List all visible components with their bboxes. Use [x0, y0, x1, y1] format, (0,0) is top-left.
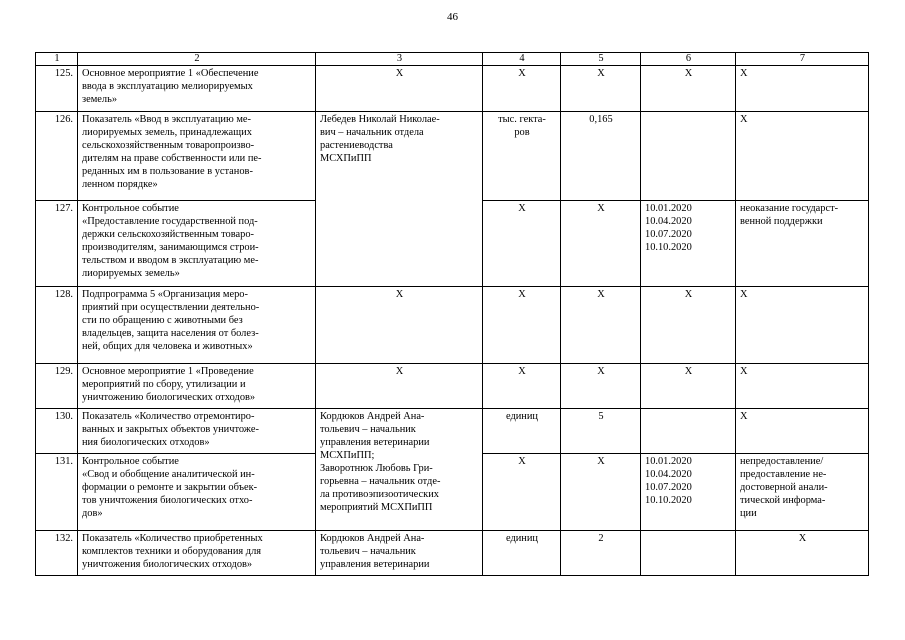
table-row: [36, 287, 869, 364]
header-cell: 2: [78, 53, 316, 66]
responsible-cell: X: [316, 66, 483, 112]
note-cell: непредоставление/ предоставление не- достоверной анали- тической информа- ции: [736, 454, 869, 531]
row-number: 126.: [36, 112, 78, 201]
header-row: [36, 53, 869, 66]
row-description: Показатель «Количество отремонтиро- ванных и закрытых объектов уничтоже- ния биологических отходов»: [78, 409, 316, 454]
row-number: 125.: [36, 66, 78, 112]
row-description: Контрольное событие «Предоставление государственной под- держки сельскохозяйственным товаро- производителям, занимающимся строи- тельством и вводом в эксплуатацию ме- лиорируемых земель»: [78, 201, 316, 287]
responsible-cell: Кордюков Андрей Ана- тольевич – начальник управления ветеринарии МСХПиПП; Заворотнюк Любовь Гри- горьевна – начальник отде- ла противоэпизоотических мероприятий МСХПиПП: [316, 409, 483, 531]
unit-cell: X: [483, 66, 561, 112]
row-description: Основное мероприятие 1 «Проведение мероприятий по сбору, утилизации и уничтожению биологических отходов»: [78, 364, 316, 409]
note-cell: X: [736, 531, 869, 576]
responsible-cell: X: [316, 364, 483, 409]
header-cell: 4: [483, 53, 561, 66]
unit-cell: X: [483, 287, 561, 364]
note-cell: неоказание государст- венной поддержки: [736, 201, 869, 287]
date-cell: 10.01.2020 10.04.2020 10.07.2020 10.10.2020: [641, 201, 736, 287]
unit-cell: тыс. гекта- ров: [483, 112, 561, 201]
row-description: Контрольное событие «Свод и обобщение аналитической ин- формации о ремонте и закрытии объек- тов уничтожения биологических отхо- дов»: [78, 454, 316, 531]
value-cell: 2: [561, 531, 641, 576]
note-cell: X: [736, 287, 869, 364]
indicators-table: [35, 52, 869, 576]
date-cell: [641, 112, 736, 201]
row-number: 129.: [36, 364, 78, 409]
header-cell: 1: [36, 53, 78, 66]
note-cell: X: [736, 409, 869, 454]
unit-cell: единиц: [483, 531, 561, 576]
unit-cell: X: [483, 364, 561, 409]
value-cell: X: [561, 364, 641, 409]
responsible-cell: Кордюков Андрей Ана- тольевич – начальник управления ветеринарии: [316, 531, 483, 576]
table-row: [36, 364, 869, 409]
row-description: Основное мероприятие 1 «Обеспечение ввода в эксплуатацию мелиорируемых земель»: [78, 66, 316, 112]
row-description: Показатель «Количество приобретенных комплектов техники и оборудования для уничтожения биологических отходов»: [78, 531, 316, 576]
row-number: 128.: [36, 287, 78, 364]
header-cell: 7: [736, 53, 869, 66]
date-cell: [641, 409, 736, 454]
date-cell: X: [641, 66, 736, 112]
note-cell: X: [736, 112, 869, 201]
row-number: 131.: [36, 454, 78, 531]
header-cell: 5: [561, 53, 641, 66]
table-row: [36, 66, 869, 112]
row-description: Показатель «Ввод в эксплуатацию ме- лиорируемых земель, принадлежащих сельскохозяйственным товаропроизво- дителям на праве собственности или пе- реданных им в пользование в установ- ленном порядке»: [78, 112, 316, 201]
date-cell: X: [641, 287, 736, 364]
header-cell: 6: [641, 53, 736, 66]
table-row: [36, 112, 869, 201]
note-cell: X: [736, 66, 869, 112]
date-cell: X: [641, 364, 736, 409]
note-cell: X: [736, 364, 869, 409]
page-number: 46: [447, 11, 458, 23]
value-cell: 0,165: [561, 112, 641, 201]
value-cell: X: [561, 454, 641, 531]
row-description: Подпрограмма 5 «Организация меро- приятий при осуществлении деятельно- сти по обращению с животными без владельцев, защита населения от болез- ней, общих для человека и животных»: [78, 287, 316, 364]
unit-cell: X: [483, 454, 561, 531]
value-cell: 5: [561, 409, 641, 454]
table-row: [36, 531, 869, 576]
row-number: 127.: [36, 201, 78, 287]
date-cell: [641, 531, 736, 576]
responsible-cell: Лебедев Николай Николае- вич – начальник отдела растениеводства МСХПиПП: [316, 112, 483, 287]
row-number: 132.: [36, 531, 78, 576]
date-cell: 10.01.2020 10.04.2020 10.07.2020 10.10.2020: [641, 454, 736, 531]
header-cell: 3: [316, 53, 483, 66]
responsible-cell: X: [316, 287, 483, 364]
row-number: 130.: [36, 409, 78, 454]
unit-cell: единиц: [483, 409, 561, 454]
unit-cell: X: [483, 201, 561, 287]
table-row: [36, 409, 869, 454]
value-cell: X: [561, 66, 641, 112]
value-cell: X: [561, 287, 641, 364]
value-cell: X: [561, 201, 641, 287]
